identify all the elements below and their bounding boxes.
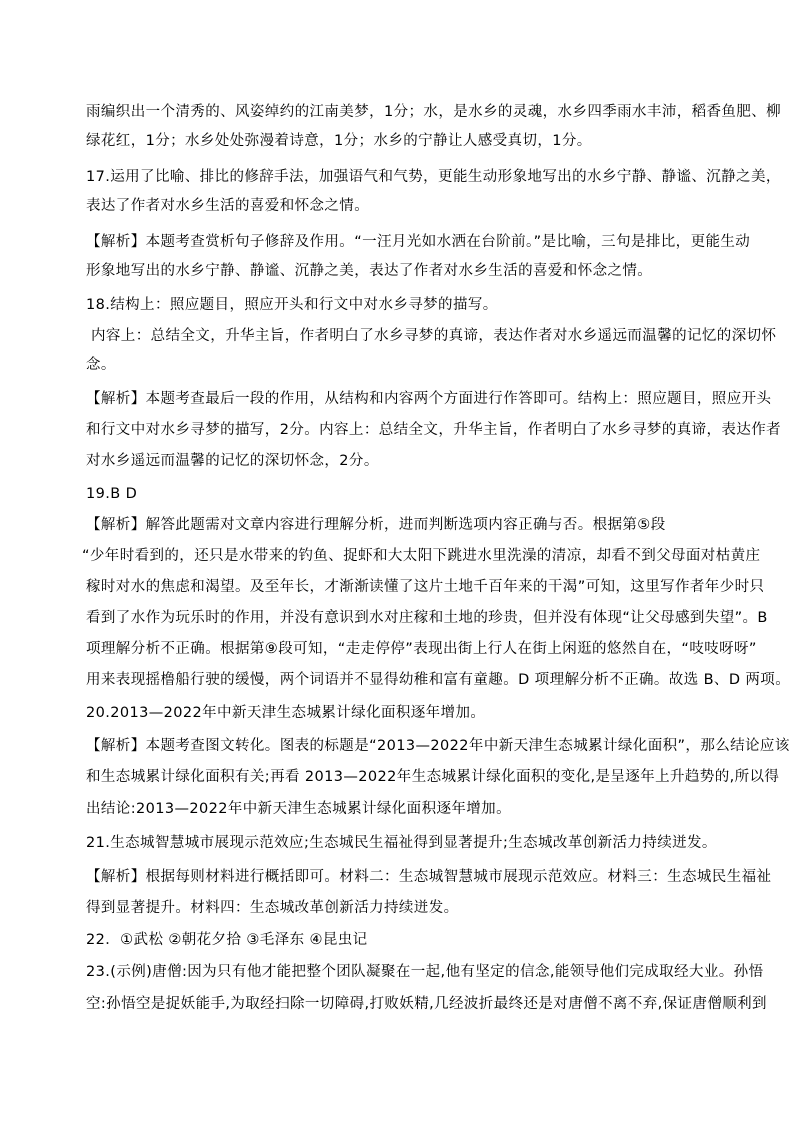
text-line: 用来表现摇橹船行驶的缓慢，两个词语并不显得幼稚和富有童趣。D 项理解分析不正确。故选 B、D 两项。 <box>86 672 791 688</box>
text-line: 23.(示例)唐僧:因为只有他才能把整个团队凝聚在一起,他有坚定的信念,能领导他们完成取经大业。孙悟 <box>86 964 764 980</box>
text-line: 和行文中对水乡寻梦的描写，2分。内容上：总结全文，升华主旨，作者明白了水乡寻梦的真谛，表达作者 <box>86 422 782 438</box>
text-line: 得到显著提升。材料四：生态城改革创新活力持续迸发。 <box>86 900 459 916</box>
text-line: 出结论:2013—2022年中新天津生态城累计绿化面积逐年增加。 <box>86 801 511 817</box>
text-line: 雨编织出一个清秀的、风姿绰约的江南美梦，1分；水，是水乡的灵魂，水乡四季雨水丰沛，稻香鱼肥、柳 <box>86 104 782 120</box>
text-line: 绿花红，1分；水乡处处弥漫着诗意，1分；水乡的宁静让人感受真切，1分。 <box>86 133 592 149</box>
text-line: 形象地写出的水乡宁静、静谧、沉静之美，表达了作者对水乡生活的喜爱和怀念之情。 <box>86 263 653 279</box>
text-line: 【解析】根据每则材料进行概括即可。材料二：生态城智慧城市展现示范效应。材料三：生态城民生福祉 <box>86 869 772 885</box>
text-line: 看到了水作为玩乐时的作用，并没有意识到水对庄稼和土地的珍贵，但并没有体现“让父母感到失望”。B <box>86 610 768 626</box>
text-line: 19.B D <box>86 486 138 502</box>
text-line: 【解析】本题考查最后一段的作用，从结构和内容两个方面进行作答即可。结构上：照应题目，照应开头 <box>86 391 772 407</box>
text-line: 20.2013—2022年中新天津生态城累计绿化面积逐年增加。 <box>86 705 486 721</box>
text-line: 稼时对水的焦虑和渴望。及至年长，才渐渐读懂了这片土地千百年来的干渴”可知，这里写作者年少时只 <box>86 579 765 595</box>
text-line: 18.结构上：照应题目，照应开头和行文中对水乡寻梦的描写。 <box>86 297 498 313</box>
text-line: 【解析】本题考查图文转化。图表的标题是“2013—2022年中新天津生态城累计绿化面积”，那么结论应该 <box>86 738 790 754</box>
text-line: 17.运用了比喻、排比的修辞手法，加强语气和气势，更能生动形象地写出的水乡宁静、静谧、沉静之美， <box>86 169 781 185</box>
text-line: 22．①武松 ②朝花夕拾 ③毛泽东 ④昆虫记 <box>86 932 368 948</box>
text-line: 项理解分析不正确。根据第⑨段可知，“走走停停”表现出街上行人在街上闲逛的悠然自在，“吱吱呀呀” <box>86 641 757 657</box>
text-line: 念。 <box>86 357 116 373</box>
text-line: “少年时看到的，还只是水带来的钓鱼、捉虾和大太阳下跳进水里洗澡的清凉，却看不到父母面对枯黄庄 <box>82 548 761 564</box>
text-line: 空:孙悟空是捉妖能手,为取经扫除一切障碍,打败妖精,几经波折最终还是对唐僧不离不弃,保证唐僧顺利到 <box>86 996 767 1012</box>
text-line: 内容上：总结全文，升华主旨，作者明白了水乡寻梦的真谛，表达作者对水乡遥远而温馨的记忆的深切怀 <box>91 328 777 344</box>
text-line: 对水乡遥远而温馨的记忆的深切怀念，2分。 <box>86 453 379 469</box>
text-line: 【解析】本题考查赏析句子修辞及作用。“一汪月光如水洒在台阶前。”是比喻，三句是排比，更能生动 <box>86 234 751 250</box>
text-line: 和生态城累计绿化面积有关;再看 2013—2022年生态城累计绿化面积的变化,是呈逐年上升趋势的,所以得 <box>86 769 780 785</box>
text-line: 【解析】解答此题需对文章内容进行理解分析，进而判断选项内容正确与否。根据第⑤段 <box>86 517 666 533</box>
text-line: 表达了作者对水乡生活的喜爱和怀念之情。 <box>86 198 370 214</box>
text-line: 21.生态城智慧城市展现示范效应;生态城民生福祉得到显著提升;生态城改革创新活力持续迸发。 <box>86 835 717 851</box>
